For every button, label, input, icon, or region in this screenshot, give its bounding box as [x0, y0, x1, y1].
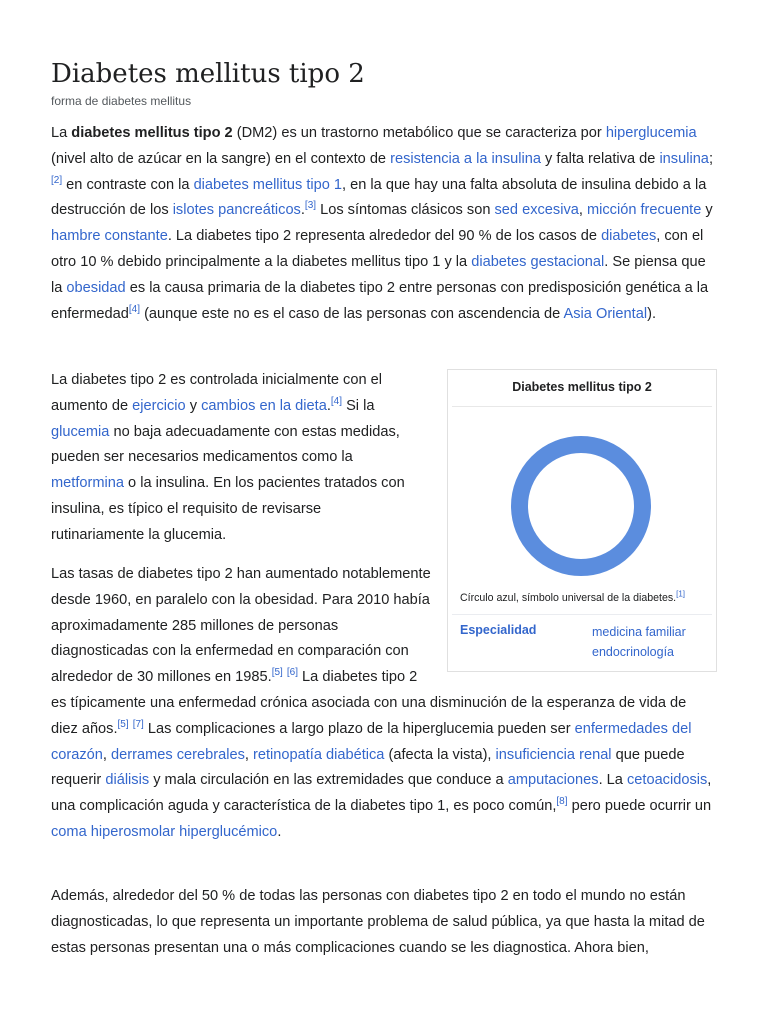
link-sed-excesiva[interactable]: sed excesiva [494, 202, 579, 219]
reference-link[interactable]: [2] [51, 174, 63, 186]
link-islotes-pancreaticos[interactable]: islotes pancreáticos [172, 202, 301, 219]
link-dialisis[interactable]: diálisis [105, 772, 150, 789]
reference-link[interactable]: [5] [117, 718, 129, 730]
divider [452, 406, 712, 407]
link-insulina[interactable]: insulina [659, 150, 709, 167]
link-medicina-familiar[interactable]: medicina familiar [592, 625, 686, 639]
link-asia-oriental[interactable]: Asia Oriental [563, 305, 648, 322]
page-subtitle: forma de diabetes mellitus [51, 94, 192, 108]
link-cambios-dieta[interactable]: cambios en la dieta [201, 397, 327, 414]
infobox-values [592, 622, 686, 662]
divider [452, 614, 712, 615]
link-diabetes[interactable]: diabetes [601, 228, 657, 245]
link-coma-hiperosmolar[interactable]: coma hiperosmolar hiperglucémico [51, 823, 278, 840]
link-ejercicio[interactable]: ejercicio [132, 397, 186, 414]
link-derrames-cerebrales[interactable]: derrames cerebrales [111, 746, 245, 763]
link-hambre-constante[interactable]: hambre constante [51, 228, 168, 245]
link-insuficiencia-renal[interactable]: insuficiencia renal [495, 746, 612, 763]
infobox-title: Diabetes mellitus tipo 2 [512, 380, 652, 394]
link-metformina[interactable]: metformina [51, 475, 124, 492]
prevalence-paragraph: Además, alrededor del 50 % de todas las personas con diabetes tipo 2 en todo el mundo no están diagnosticadas, lo que representa un importante problema de salud pública, ya que hasta la mitad de estas personas presentan una o más complicaciones cuando se les diagnostica. Ahora bien, [51, 888, 705, 956]
link-cetoacidosis[interactable]: cetoacidosis [626, 772, 708, 789]
epidemiology-paragraph: Las tasas de diabetes tipo 2 han aumentado notablemente desde 1960, en paralelo con la obesidad. Para 2010 había aproximadamente 285 millones de personas diagnosticadas con la enfermedad en comparación con alrededor de 30 millones en 1985.[5] [6] La diabetes tipo 2 es típicamente una enfermedad crónica asociada con una disminución de la esperanza de vida de diez años.[5] [7] Las complicaciones a largo plazo de la hiperglucemia pueden ser enfermedades del corazón, derrames cerebrales, retinopatía diabética (afecta la vista), insuficiencia renal que puede requerir diálisis y mala circulación en las extremidades que conduce a amputaciones. La cetoacidosis, una complicación aguda y característica de la diabetes tipo 1, es poco común,[8] pero puede ocurrir un coma hiperosmolar hiperglucémico. [51, 562, 717, 846]
link-miccion-frecuente[interactable]: micción frecuente [586, 202, 702, 219]
link-hiperglucemia[interactable]: hiperglucemia [605, 125, 697, 141]
reference-link[interactable]: [3] [304, 200, 317, 212]
link-glucemia[interactable]: glucemia [51, 423, 110, 440]
link-diabetes-gestacional[interactable]: diabetes gestacional [471, 253, 605, 270]
reference-link[interactable]: [1] [676, 589, 686, 599]
link-amputaciones[interactable]: amputaciones [507, 772, 599, 789]
reference-link[interactable]: [4] [128, 303, 141, 315]
link-obesidad[interactable]: obesidad [66, 279, 126, 296]
link-enfermedades-corazon[interactable]: enfermedades del corazón [51, 720, 692, 763]
reference-link[interactable]: [7] [132, 718, 144, 730]
link-endocrinologia[interactable]: endocrinología [592, 645, 675, 659]
infobox [447, 369, 717, 672]
reference-link[interactable]: [4] [330, 395, 343, 407]
intro-paragraph: La diabetes mellitus tipo 2 (DM2) es un trastorno metabólico que se caracteriza por hiperglucemia (nivel alto de azúcar en la sangre) en el contexto de resistencia a la insulina y falta relativa de insulina;[2] en contraste con la diabetes mellitus tipo 1, en la que hay una falta absoluta de insulina debido a la destrucción de los islotes pancreáticos.[3] Los síntomas clásicos son sed excesiva, micción frecuente y hambre constante. La diabetes tipo 2 representa alrededor del 90 % de los casos de diabetes, con el otro 10 % debido principalmente a la diabetes mellitus tipo 1 y la diabetes gestacional. Se piensa que la obesidad es la causa primaria de la diabetes tipo 2 entre personas con predisposición genética a la enfermedad[4] (aunque este no es el caso de las personas con ascendencia de Asia Oriental). [51, 125, 713, 322]
blue-circle-icon[interactable] [511, 436, 651, 576]
infobox-caption: Círculo azul, símbolo universal de la diabetes.[1] [460, 589, 686, 604]
reference-link[interactable]: [5] [271, 667, 283, 679]
article-term: diabetes mellitus tipo 2 [71, 125, 233, 141]
infobox-label-especialidad[interactable]: Especialidad [460, 623, 537, 637]
reference-link[interactable]: [8] [556, 796, 568, 808]
link-resistencia-insulina[interactable]: resistencia a la insulina [390, 150, 541, 167]
link-retinopatia-diabetica[interactable]: retinopatía diabética [252, 746, 385, 763]
reference-link[interactable]: [6] [286, 667, 298, 679]
page-title: Diabetes mellitus tipo 2 [51, 59, 365, 89]
treatment-paragraph: La diabetes tipo 2 es controlada inicialmente con el aumento de ejercicio y cambios en la dieta.[4] Si la glucemia no baja adecuadamente con estas medidas, pueden ser necesarios medicamentos como la metformina o la insulina. En los pacientes tratados con insulina, es típico el requisito de revisarse rutinariamente la glucemia. [51, 372, 405, 543]
link-diabetes-tipo-1[interactable]: diabetes mellitus tipo 1 [193, 176, 343, 193]
